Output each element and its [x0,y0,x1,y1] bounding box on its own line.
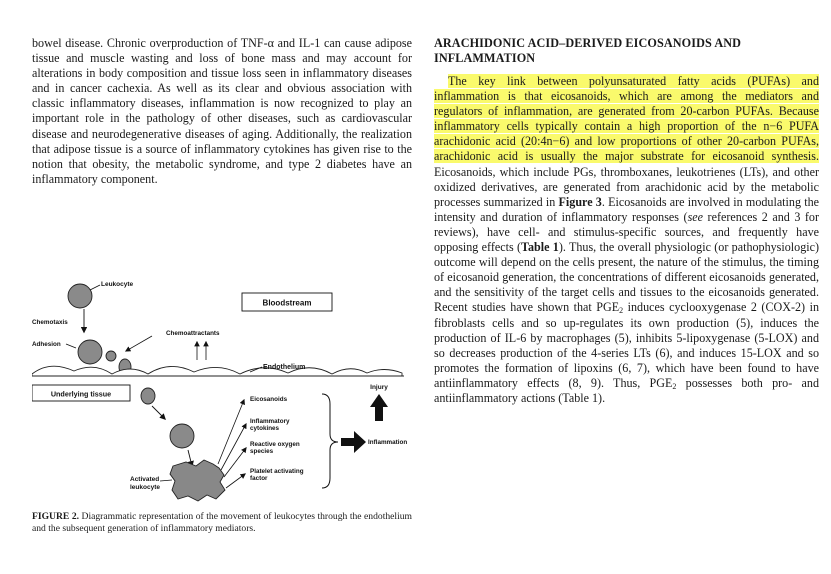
tissue-leukocyte-1 [141,388,155,404]
para-seg-3: references 2 and 3 for reviews), have cell- and stimulus-specific sources, and frequently have opposing effects ( [434,209,819,255]
ros-label-2: species [250,448,274,455]
section-heading-line-1: ARACHIDONIC ACID–DERIVED EICOSANOIDS AND [434,36,742,50]
section-paragraph [434,74,819,406]
transmigrating-leukocyte-small [106,351,116,361]
underlying-tissue-label: Underlying tissue [50,389,112,399]
para-seg-1: Eicosanoids, which include PGs, thromboxanes, leukotrienes (LTs), and other oxidized derivatives, are generated from arachidonic acid by the metabolic processes summarized in [434,164,819,209]
inflammation-arrow [341,431,366,453]
leukocyte-cell [68,284,92,308]
section-heading-line-2: INFLAMMATION [434,51,536,65]
right-column [434,36,819,406]
pge2-subscript-2: 2 [672,381,677,391]
bloodstream-label: Bloodstream [262,298,312,308]
para-seg-2: . Eicosanoids are involved in modulating the intensity and duration of inflammatory responses ( [434,194,819,224]
activated-leukocyte [170,460,225,501]
activated-leukocyte-label-2: leukocyte [130,484,160,491]
migration-arrow [152,406,165,419]
activated-leukocyte-label-1: Activated [130,476,160,483]
adhesion-pointer [66,344,76,348]
highlighted-passage: The key link between polyunsaturated fatty acids (PUFAs) and inflammation is that eicosanoids, which are among the mediators and regulators of inflammation, are generated from 20-carbon PUFAs. Because inflammatory cells typically contain a high proportion of the n−6 PUFA arachidonic acid (20:4n−6) and low proportions of other 20-carbon PUFAs, arachidonic acid is usually the major substrate for eicosanoid synthesis. [434,74,819,164]
figure-caption [32,511,412,534]
mediators-brace [322,394,338,488]
chemoattractants-label: Chemoattractants [166,330,220,337]
injury-label: Injury [370,384,388,391]
section-heading [434,36,819,66]
adhesion-label: Adhesion [32,341,61,348]
mediator-arrow-ros [224,448,246,477]
injury-arrow [370,394,388,421]
see-word: see [687,209,704,224]
leukocyte-label: Leukocyte [101,281,134,288]
leukocyte-pointer [90,285,100,290]
tissue-leukocyte-2 [170,424,194,448]
figure-caption-text: Diagrammatic representation of the movement of leukocytes through the endothelium and the subsequent generation of inflammatory mediators. [32,511,413,534]
eicosanoids-label: Eicosanoids [250,396,288,403]
mediator-arrow-eicosanoids [218,400,244,464]
endothelium-layer [32,366,402,376]
para-seg-6: possesses both pro- and antiinflammatory actions (Table 1). [434,375,819,405]
cytokines-label-2: cytokines [250,425,280,432]
cytokines-label-1: Inflammatory [250,418,290,425]
figure-caption-label: FIGURE 2. [32,511,80,522]
figure-3-ref: Figure 3 [558,194,602,209]
table-1-ref: Table 1 [521,240,559,255]
adhering-leukocyte [78,340,102,364]
diagram-svg [32,276,412,504]
para-seg-4: ). Thus, the overall physiologic (or pathophysiologic) outcome will depend on the cells present, the nature of the stimulus, the timing of eicosanoid generation, the concentrations of different eicosanoids generated, and the sensitivity of the target cells and tissues to the eicosanoids generated. Recent studies have shown that PGE [434,240,819,315]
left-paragraph: bowel disease. Chronic overproduction of TNF-α and IL-1 can cause adipose tissue and muscle wasting and loss of bone mass and may account for alterations in body composition and tissue loss seen in inflammatory diseases and in cancer cachexia. As well as its clear and obvious association with classic inflammatory diseases, inflammation is now recognized to play an important role in the pathology of other diseases, such as cardiovascular disease and neurodegenerative diseases of aging. Additionally, the realization that adipose tissue is a source of inflammatory cytokines has given rise to the notion that obesity, the metabolic syndrome, and type 2 diabetes have an inflammatory component. [32,36,412,186]
pge2-subscript-1: 2 [619,306,624,316]
left-column [32,36,412,187]
endothelium-label: Endothelium [263,364,306,371]
activated-pointer [160,480,172,481]
figure-2-diagram [32,276,412,504]
chemoattractant-arrow-1 [126,336,152,351]
paf-label-2: factor [250,475,268,482]
chemotaxis-label: Chemotaxis [32,319,68,326]
ros-label-1: Reactive oxygen [250,441,300,448]
mediator-arrow-paf [226,474,245,488]
inflammation-label: Inflammation [368,439,408,446]
para-seg-5: induces cyclooxygenase 2 (COX-2) in fibroblasts cells and so up-regulates its own production (5), induces the production of IL-6 by macrophages (5), inhibits 5-lipoxygenase (5-LOX) and so decreases production of the 4-series LTs (6), and induces 15-LOX and so promotes the formation of lipoxins (6, 7), which have been found to have antiinflammatory effects (8, 9). Thus, PGE [434,300,819,390]
paf-label-1: Platelet activating [250,468,304,475]
